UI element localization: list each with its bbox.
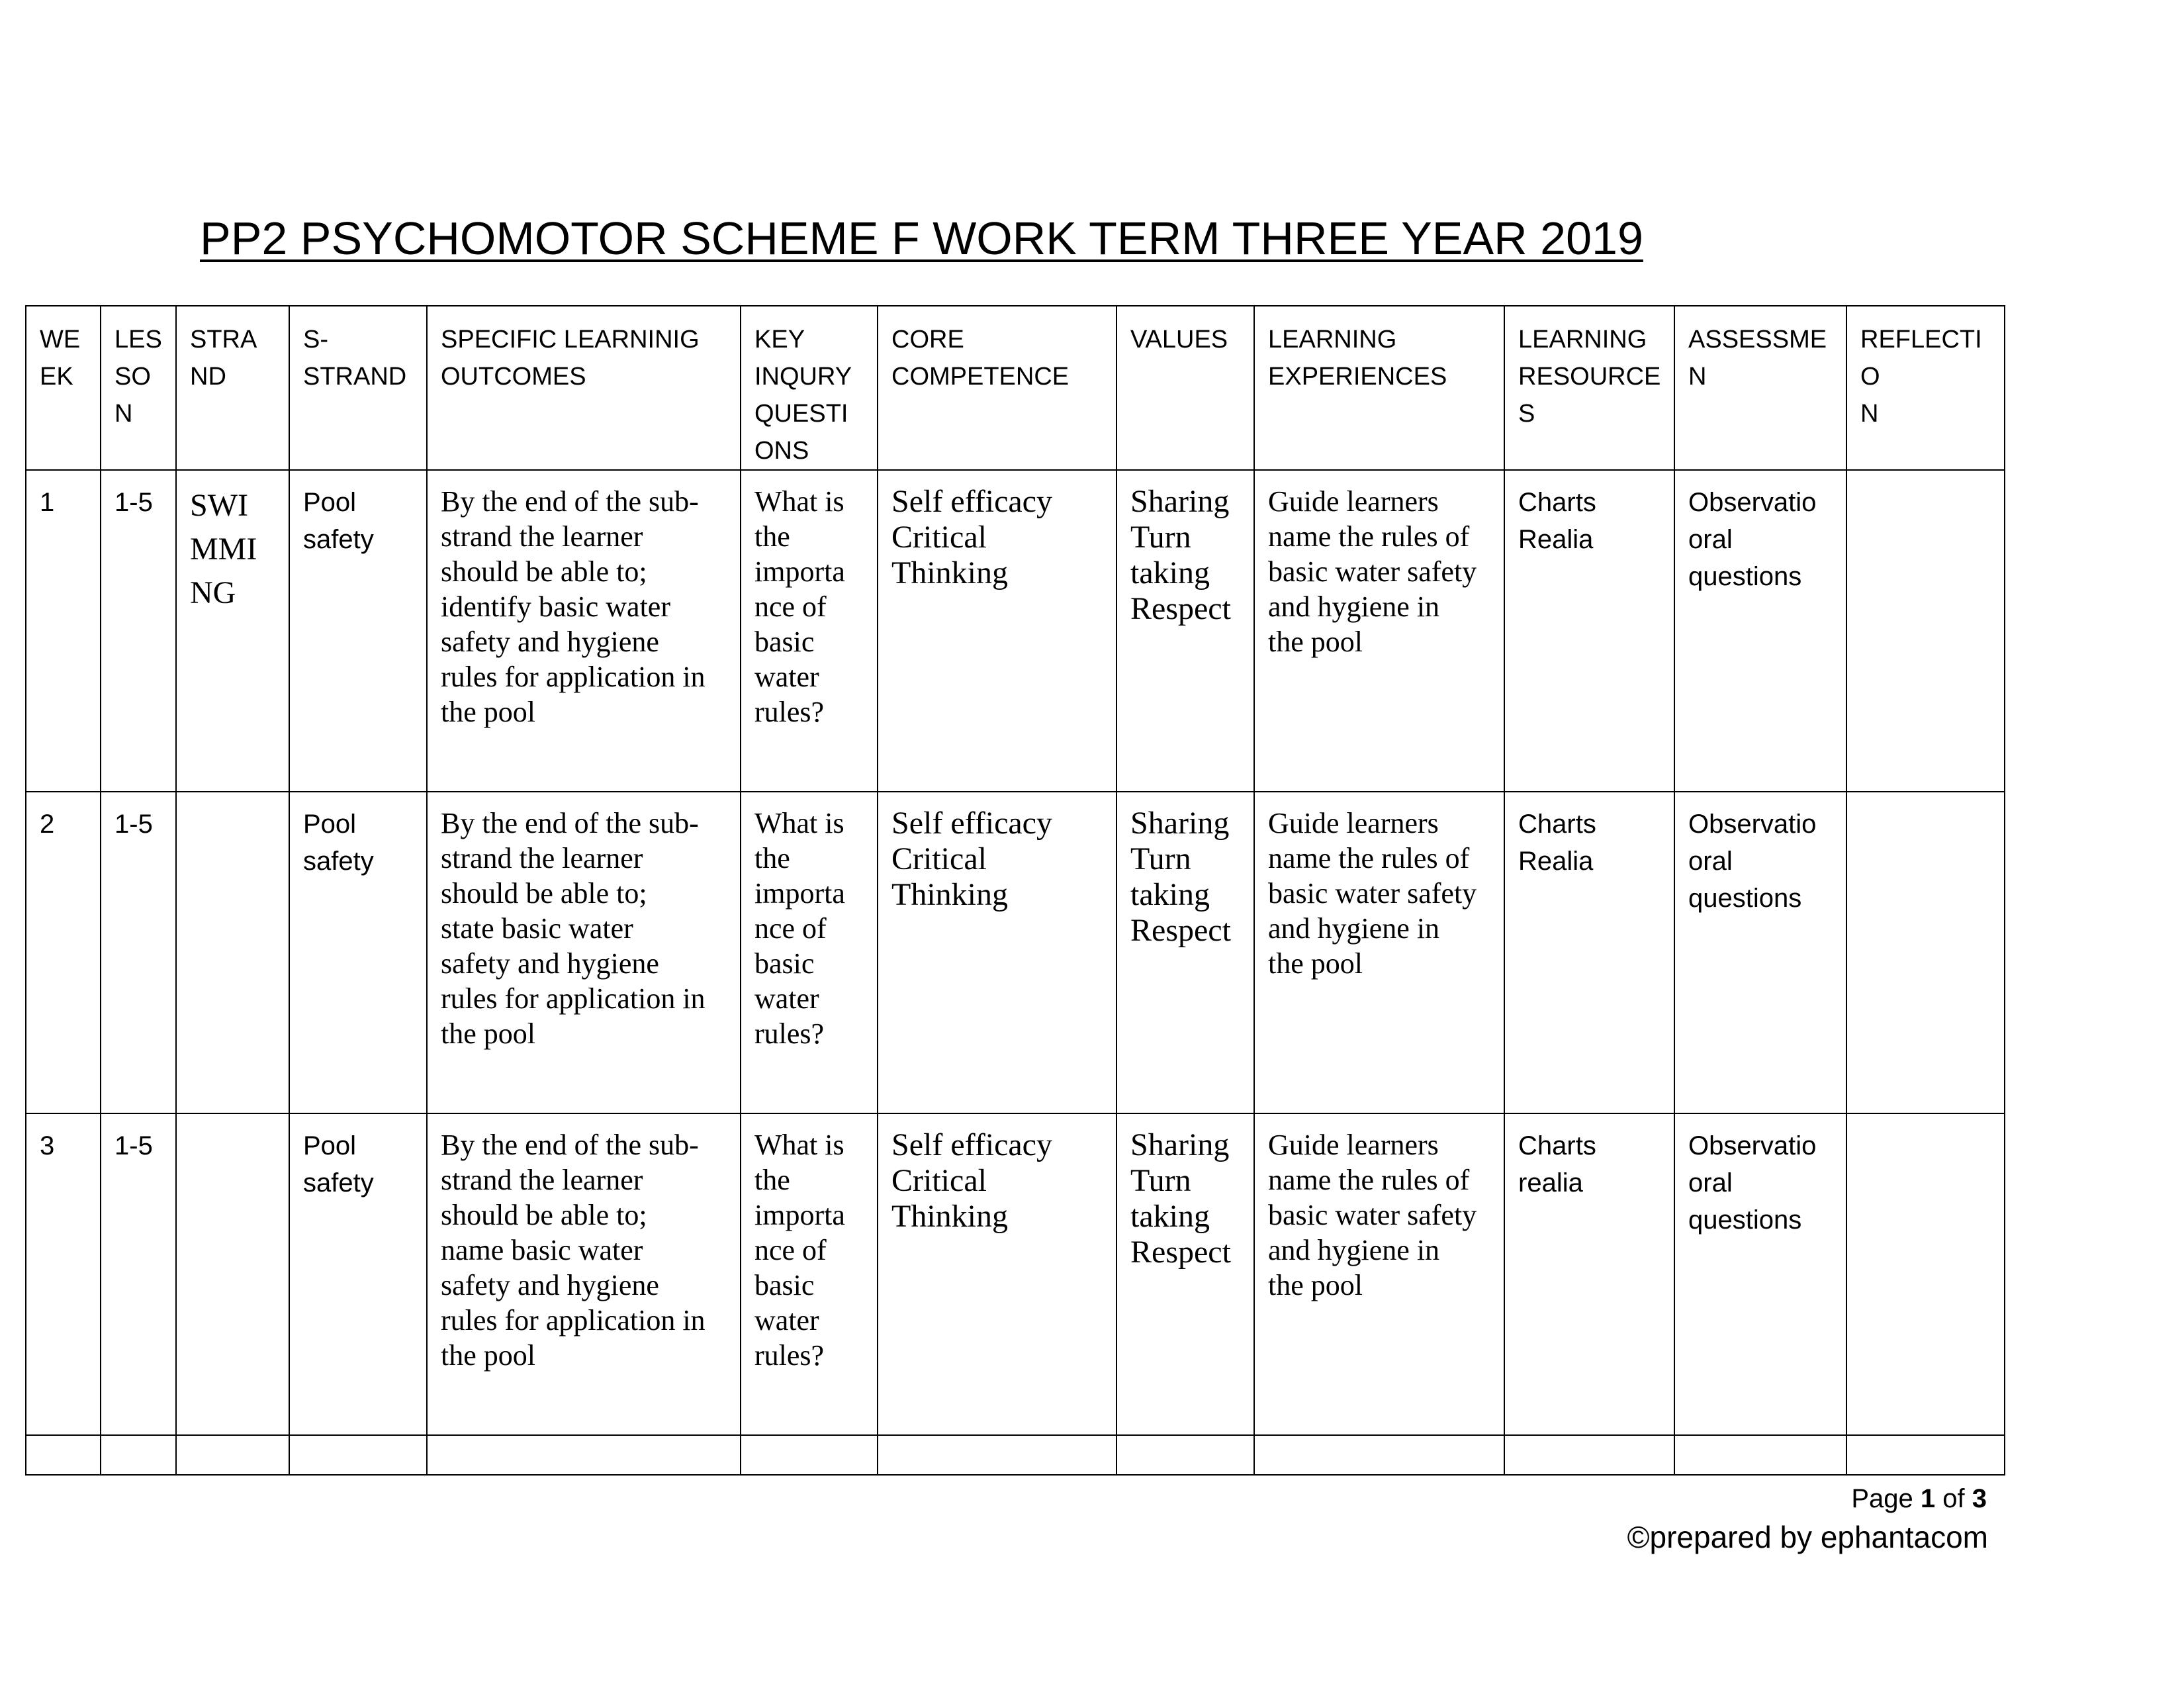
outcomes-cell: By the end of the sub- strand the learner should be able to; identify basic water safety and hygiene rules for application in the pool (427, 470, 741, 792)
reflection-cell (1846, 470, 2005, 792)
empty-cell (1674, 1435, 1846, 1475)
outcomes-cell: By the end of the sub- strand the learner should be able to; name basic water safety and hygiene rules for application in the pool (427, 1113, 741, 1435)
empty-table-row (26, 1435, 2005, 1475)
table-row (26, 470, 2005, 792)
empty-cell (176, 1435, 289, 1475)
page-label: Page (1851, 1484, 1913, 1513)
lesson-cell: 1-5 (101, 470, 176, 792)
header-week: WE EK (26, 306, 101, 470)
values-cell: Sharing Turn taking Respect (1116, 470, 1254, 792)
page-total: 3 (1972, 1484, 1987, 1513)
key-questions-cell: What is the importa nce of basic water rules? (741, 470, 878, 792)
experiences-cell: Guide learners name the rules of basic water safety and hygiene in the pool (1254, 1113, 1504, 1435)
reflection-cell (1846, 792, 2005, 1113)
lesson-cell: 1-5 (101, 1113, 176, 1435)
sub-strand-cell: Pool safety (289, 792, 427, 1113)
header-reflection: REFLECTIO N (1846, 306, 2005, 470)
empty-cell (427, 1435, 741, 1475)
empty-cell (101, 1435, 176, 1475)
header-core-competence: CORE COMPETENCE (878, 306, 1116, 470)
header-lesson: LES SO N (101, 306, 176, 470)
copyright-notice: ©prepared by ephantacom (1627, 1520, 1988, 1554)
header-key-questions: KEY INQURY QUESTI ONS (741, 306, 878, 470)
reflection-cell (1846, 1113, 2005, 1435)
empty-cell (741, 1435, 878, 1475)
strand-cell (176, 792, 289, 1113)
header-sub-strand: S- STRAND (289, 306, 427, 470)
week-cell: 3 (26, 1113, 101, 1435)
empty-cell (1504, 1435, 1674, 1475)
values-cell: Sharing Turn taking Respect (1116, 1113, 1254, 1435)
header-outcomes: SPECIFIC LEARNINIG OUTCOMES (427, 306, 741, 470)
outcomes-cell: By the end of the sub- strand the learner should be able to; state basic water safety and hygiene rules for application in the pool (427, 792, 741, 1113)
header-resources: LEARNING RESOURCE S (1504, 306, 1674, 470)
empty-cell (289, 1435, 427, 1475)
empty-cell (1254, 1435, 1504, 1475)
table-row (26, 792, 2005, 1113)
header-experiences: LEARNING EXPERIENCES (1254, 306, 1504, 470)
week-cell: 2 (26, 792, 101, 1113)
page-of-label: of (1942, 1484, 1965, 1513)
resources-cell: Charts Realia (1504, 470, 1674, 792)
empty-cell (878, 1435, 1116, 1475)
page-current: 1 (1920, 1484, 1936, 1513)
assessment-cell: Observatio oral questions (1674, 792, 1846, 1113)
resources-cell: Charts Realia (1504, 792, 1674, 1113)
header-assessment: ASSESSME N (1674, 306, 1846, 470)
week-cell: 1 (26, 470, 101, 792)
resources-cell: Charts realia (1504, 1113, 1674, 1435)
key-questions-cell: What is the importa nce of basic water rules? (741, 1113, 878, 1435)
lesson-cell: 1-5 (101, 792, 176, 1113)
experiences-cell: Guide learners name the rules of basic water safety and hygiene in the pool (1254, 792, 1504, 1113)
core-competence-cell: Self efficacy Critical Thinking (878, 470, 1116, 792)
assessment-cell: Observatio oral questions (1674, 1113, 1846, 1435)
strand-cell: SWI MMI NG (176, 470, 289, 792)
header-values: VALUES (1116, 306, 1254, 470)
values-cell: Sharing Turn taking Respect (1116, 792, 1254, 1113)
header-strand: STRA ND (176, 306, 289, 470)
experiences-cell: Guide learners name the rules of basic water safety and hygiene in the pool (1254, 470, 1504, 792)
key-questions-cell: What is the importa nce of basic water rules? (741, 792, 878, 1113)
assessment-cell: Observatio oral questions (1674, 470, 1846, 792)
core-competence-cell: Self efficacy Critical Thinking (878, 792, 1116, 1113)
page-number (1851, 1481, 1987, 1516)
scheme-of-work-table (25, 305, 2005, 1476)
empty-cell (26, 1435, 101, 1475)
table-header-row (26, 306, 2005, 470)
empty-cell (1846, 1435, 2005, 1475)
sub-strand-cell: Pool safety (289, 470, 427, 792)
core-competence-cell: Self efficacy Critical Thinking (878, 1113, 1116, 1435)
sub-strand-cell: Pool safety (289, 1113, 427, 1435)
strand-cell (176, 1113, 289, 1435)
empty-cell (1116, 1435, 1254, 1475)
page-title: PP2 PSYCHOMOTOR SCHEME F WORK TERM THREE YEAR 2019 (200, 212, 1643, 264)
table-row (26, 1113, 2005, 1435)
